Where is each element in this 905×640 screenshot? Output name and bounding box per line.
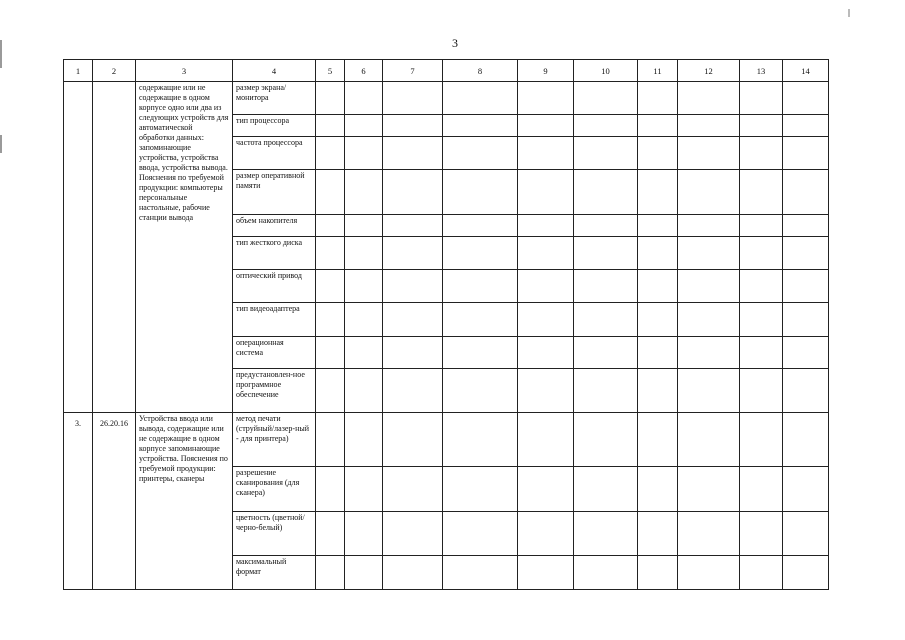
empty-cell [783,137,829,170]
empty-cell [345,215,383,237]
empty-cell [678,337,740,369]
empty-cell [783,170,829,215]
empty-cell [638,512,678,556]
empty-cell [316,303,345,337]
empty-cell [638,215,678,237]
empty-cell [316,337,345,369]
characteristic-name: операционная система [233,337,316,369]
empty-cell [316,512,345,556]
column-number-header: 6 [345,60,383,82]
empty-cell [443,115,518,137]
empty-cell [638,115,678,137]
empty-cell [345,270,383,303]
empty-cell [383,270,443,303]
empty-cell [345,369,383,413]
empty-cell [316,556,345,590]
empty-cell [518,170,574,215]
empty-cell [783,467,829,512]
empty-cell [383,337,443,369]
empty-cell [678,170,740,215]
empty-cell [740,303,783,337]
empty-cell [518,115,574,137]
characteristic-name: цветность (цветной/черно-белый) [233,512,316,556]
table-row [64,82,829,115]
empty-cell [740,170,783,215]
empty-cell [783,303,829,337]
column-number-header: 9 [518,60,574,82]
empty-cell [316,467,345,512]
empty-cell [383,556,443,590]
empty-cell [443,237,518,270]
empty-cell [678,512,740,556]
empty-cell [574,170,638,215]
column-number-header: 7 [383,60,443,82]
empty-cell [678,115,740,137]
empty-cell [574,215,638,237]
empty-cell [678,215,740,237]
column-number-header: 2 [93,60,136,82]
empty-cell [678,467,740,512]
column-number-header: 3 [136,60,233,82]
empty-cell [383,82,443,115]
empty-cell [783,556,829,590]
empty-cell [345,82,383,115]
empty-cell [638,170,678,215]
empty-cell [783,369,829,413]
empty-cell [443,369,518,413]
empty-cell [783,237,829,270]
empty-cell [316,137,345,170]
empty-cell [518,137,574,170]
empty-cell [518,270,574,303]
characteristic-name: размер оперативной памяти [233,170,316,215]
empty-cell [740,137,783,170]
empty-cell [678,237,740,270]
empty-cell [316,115,345,137]
empty-cell [740,413,783,467]
empty-cell [383,303,443,337]
row-number [64,82,93,413]
characteristic-name: частота процессора [233,137,316,170]
column-number-header: 1 [64,60,93,82]
empty-cell [383,170,443,215]
empty-cell [740,115,783,137]
page-number: 3 [452,36,458,50]
left-edge-mark-bottom [0,135,2,153]
empty-cell [316,413,345,467]
empty-cell [678,270,740,303]
empty-cell [574,237,638,270]
empty-cell [783,270,829,303]
empty-cell [638,270,678,303]
empty-cell [316,215,345,237]
empty-cell [638,467,678,512]
empty-cell [574,82,638,115]
empty-cell [678,413,740,467]
empty-cell [638,303,678,337]
empty-cell [574,467,638,512]
empty-cell [518,215,574,237]
empty-cell [638,137,678,170]
empty-cell [783,82,829,115]
empty-cell [574,413,638,467]
empty-cell [518,337,574,369]
empty-cell [443,512,518,556]
empty-cell [383,137,443,170]
okpd-code [93,82,136,413]
empty-cell [740,215,783,237]
column-number-header: 5 [316,60,345,82]
empty-cell [740,467,783,512]
column-number-header: 8 [443,60,518,82]
empty-cell [783,413,829,467]
empty-cell [383,413,443,467]
empty-cell [316,369,345,413]
empty-cell [678,556,740,590]
characteristic-name: метод печати (струйный/лазер-ный - для принтера) [233,413,316,467]
empty-cell [345,303,383,337]
requirements-table [63,59,829,590]
empty-cell [678,303,740,337]
characteristic-name: предустановлен-ное программное обеспечение [233,369,316,413]
empty-cell [345,137,383,170]
empty-cell [678,137,740,170]
empty-cell [678,82,740,115]
empty-cell [574,556,638,590]
empty-cell [316,270,345,303]
empty-cell [518,237,574,270]
empty-cell [574,369,638,413]
empty-cell [638,556,678,590]
empty-cell [740,270,783,303]
empty-cell [740,556,783,590]
column-number-header: 13 [740,60,783,82]
empty-cell [345,512,383,556]
characteristic-name: тип видеоадаптера [233,303,316,337]
empty-cell [574,512,638,556]
empty-cell [443,215,518,237]
table-row [64,413,829,467]
empty-cell [383,237,443,270]
okpd-code: 26.20.16 [93,413,136,590]
empty-cell [345,337,383,369]
characteristic-name: разрешение сканирования (для сканера) [233,467,316,512]
empty-cell [518,303,574,337]
empty-cell [316,82,345,115]
empty-cell [316,237,345,270]
empty-cell [345,556,383,590]
empty-cell [574,270,638,303]
empty-cell [638,337,678,369]
row-number: 3. [64,413,93,590]
empty-cell [383,215,443,237]
characteristic-name: оптический привод [233,270,316,303]
empty-cell [443,467,518,512]
characteristic-name: размер экрана/монитора [233,82,316,115]
empty-cell [518,556,574,590]
empty-cell [345,115,383,137]
empty-cell [638,413,678,467]
empty-cell [783,512,829,556]
column-number-header: 12 [678,60,740,82]
empty-cell [345,467,383,512]
empty-cell [518,512,574,556]
column-number-header: 10 [574,60,638,82]
empty-cell [443,337,518,369]
top-edge-tick [848,9,850,17]
empty-cell [574,303,638,337]
empty-cell [574,115,638,137]
empty-cell [345,413,383,467]
empty-cell [443,82,518,115]
empty-cell [638,237,678,270]
empty-cell [443,170,518,215]
empty-cell [345,170,383,215]
empty-cell [443,413,518,467]
empty-cell [383,369,443,413]
empty-cell [638,369,678,413]
header-row [64,60,829,82]
empty-cell [678,369,740,413]
empty-cell [443,303,518,337]
characteristic-name: тип жесткого диска [233,237,316,270]
empty-cell [383,512,443,556]
empty-cell [518,82,574,115]
empty-cell [740,369,783,413]
column-number-header: 4 [233,60,316,82]
empty-cell [316,170,345,215]
empty-cell [783,337,829,369]
characteristic-name: максимальный формат [233,556,316,590]
product-description: содержащие или не содержащие в одном корпусе одно или два из следующих устройств для автоматической обработки данных: запоминающие устройства, устройства ввода, устройства вывода. Пояснения по требуемой продукции: компьютеры персональные настольные, рабочие станции вывода [136,82,233,413]
empty-cell [383,467,443,512]
empty-cell [443,556,518,590]
empty-cell [740,512,783,556]
column-number-header: 14 [783,60,829,82]
empty-cell [638,82,678,115]
empty-cell [783,215,829,237]
empty-cell [740,237,783,270]
empty-cell [574,137,638,170]
characteristic-name: тип процессора [233,115,316,137]
column-number-header: 11 [638,60,678,82]
empty-cell [443,137,518,170]
empty-cell [574,337,638,369]
empty-cell [383,115,443,137]
empty-cell [740,82,783,115]
empty-cell [783,115,829,137]
empty-cell [740,337,783,369]
empty-cell [345,237,383,270]
empty-cell [518,413,574,467]
empty-cell [518,369,574,413]
product-description: Устройства ввода или вывода, содержащие или не содержащие в одном корпусе запоминающие устройства. Пояснения по требуемой продукции: принтеры, сканеры [136,413,233,590]
empty-cell [443,270,518,303]
empty-cell [518,467,574,512]
characteristic-name: объем накопителя [233,215,316,237]
